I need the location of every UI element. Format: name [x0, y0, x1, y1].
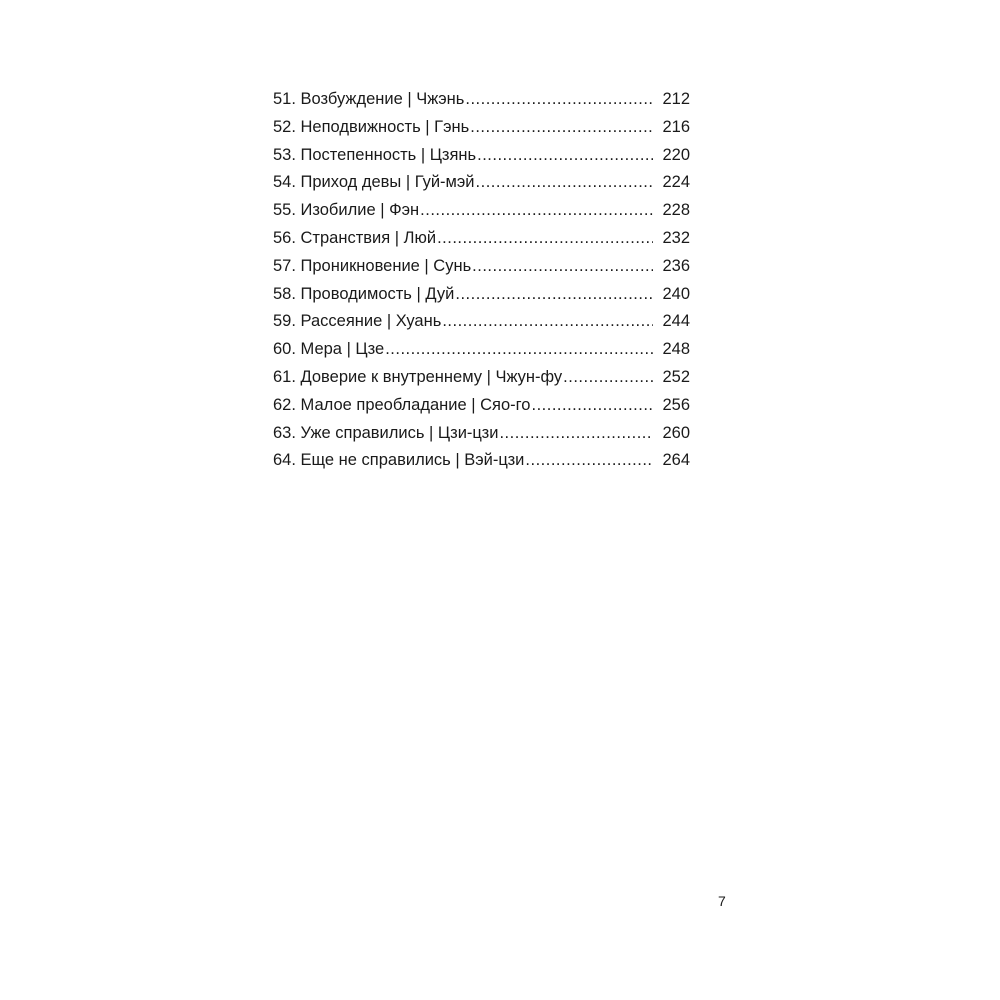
table-of-contents — [273, 86, 690, 475]
toc-entry-page: 232 — [662, 228, 690, 247]
toc-dot-leader — [531, 392, 653, 420]
toc-entry-page: 256 — [662, 395, 690, 414]
toc-entry-title: 61. Доверие к внутреннему | Чжун-фу — [273, 367, 563, 386]
toc-dot-leader — [465, 86, 653, 114]
toc-entry — [273, 281, 690, 309]
toc-entry-title: 57. Проникновение | Сунь — [273, 256, 472, 275]
toc-entry-title: 55. Изобилие | Фэн — [273, 201, 420, 220]
toc-entry-page: 240 — [662, 284, 690, 303]
toc-entry — [273, 197, 690, 225]
toc-entry — [273, 142, 690, 170]
toc-entry-title: 60. Мера | Цзе — [273, 340, 385, 359]
toc-entry-page: 244 — [662, 312, 690, 331]
toc-entry-page: 212 — [662, 90, 690, 108]
toc-dot-leader — [499, 420, 653, 448]
toc-entry — [273, 420, 690, 448]
toc-entry-title: 54. Приход девы | Гуй-мэй — [273, 173, 475, 192]
toc-entry — [273, 86, 690, 114]
toc-entry-title: 64. Еще не справились | Вэй-цзи — [273, 451, 525, 470]
toc-entry — [273, 392, 690, 420]
toc-entry-page: 264 — [662, 451, 690, 470]
toc-dot-leader — [437, 225, 653, 253]
toc-dot-leader — [470, 114, 653, 142]
toc-entry-page: 224 — [662, 173, 690, 192]
toc-entry-title: 58. Проводимость | Дуй — [273, 284, 455, 303]
toc-entry — [273, 225, 690, 253]
toc-entry-title: 63. Уже справились | Цзи-цзи — [273, 423, 499, 442]
toc-entry — [273, 308, 690, 336]
toc-dot-leader — [563, 364, 653, 392]
toc-entry-title: 51. Возбуждение | Чжэнь — [273, 90, 465, 108]
toc-entry-title: 62. Малое преобладание | Сяо-го — [273, 395, 531, 414]
toc-dot-leader — [472, 253, 653, 281]
toc-entry-title: 56. Странствия | Люй — [273, 228, 437, 247]
toc-entry-page: 252 — [662, 367, 690, 386]
toc-entry-page: 236 — [662, 256, 690, 275]
toc-entry-title: 53. Постепенность | Цзянь — [273, 145, 477, 164]
toc-entry-title: 52. Неподвижность | Гэнь — [273, 117, 470, 136]
toc-dot-leader — [525, 447, 653, 475]
toc-dot-leader — [477, 142, 653, 170]
toc-dot-leader — [385, 336, 653, 364]
toc-dot-leader — [476, 169, 653, 197]
toc-entry — [273, 114, 690, 142]
toc-entry — [273, 253, 690, 281]
page-number: 7 — [718, 893, 726, 909]
toc-entry-page: 260 — [662, 423, 690, 442]
toc-dot-leader — [420, 197, 653, 225]
toc-entry-title: 59. Рассеяние | Хуань — [273, 312, 442, 331]
toc-entry — [273, 364, 690, 392]
toc-entry-page: 220 — [662, 145, 690, 164]
toc-entry — [273, 169, 690, 197]
toc-entry-page: 228 — [662, 201, 690, 220]
toc-entry-page: 248 — [662, 340, 690, 359]
toc-entry-page: 216 — [662, 117, 690, 136]
toc-dot-leader — [442, 308, 653, 336]
toc-dot-leader — [455, 281, 653, 309]
toc-entry — [273, 447, 690, 475]
toc-entry — [273, 336, 690, 364]
